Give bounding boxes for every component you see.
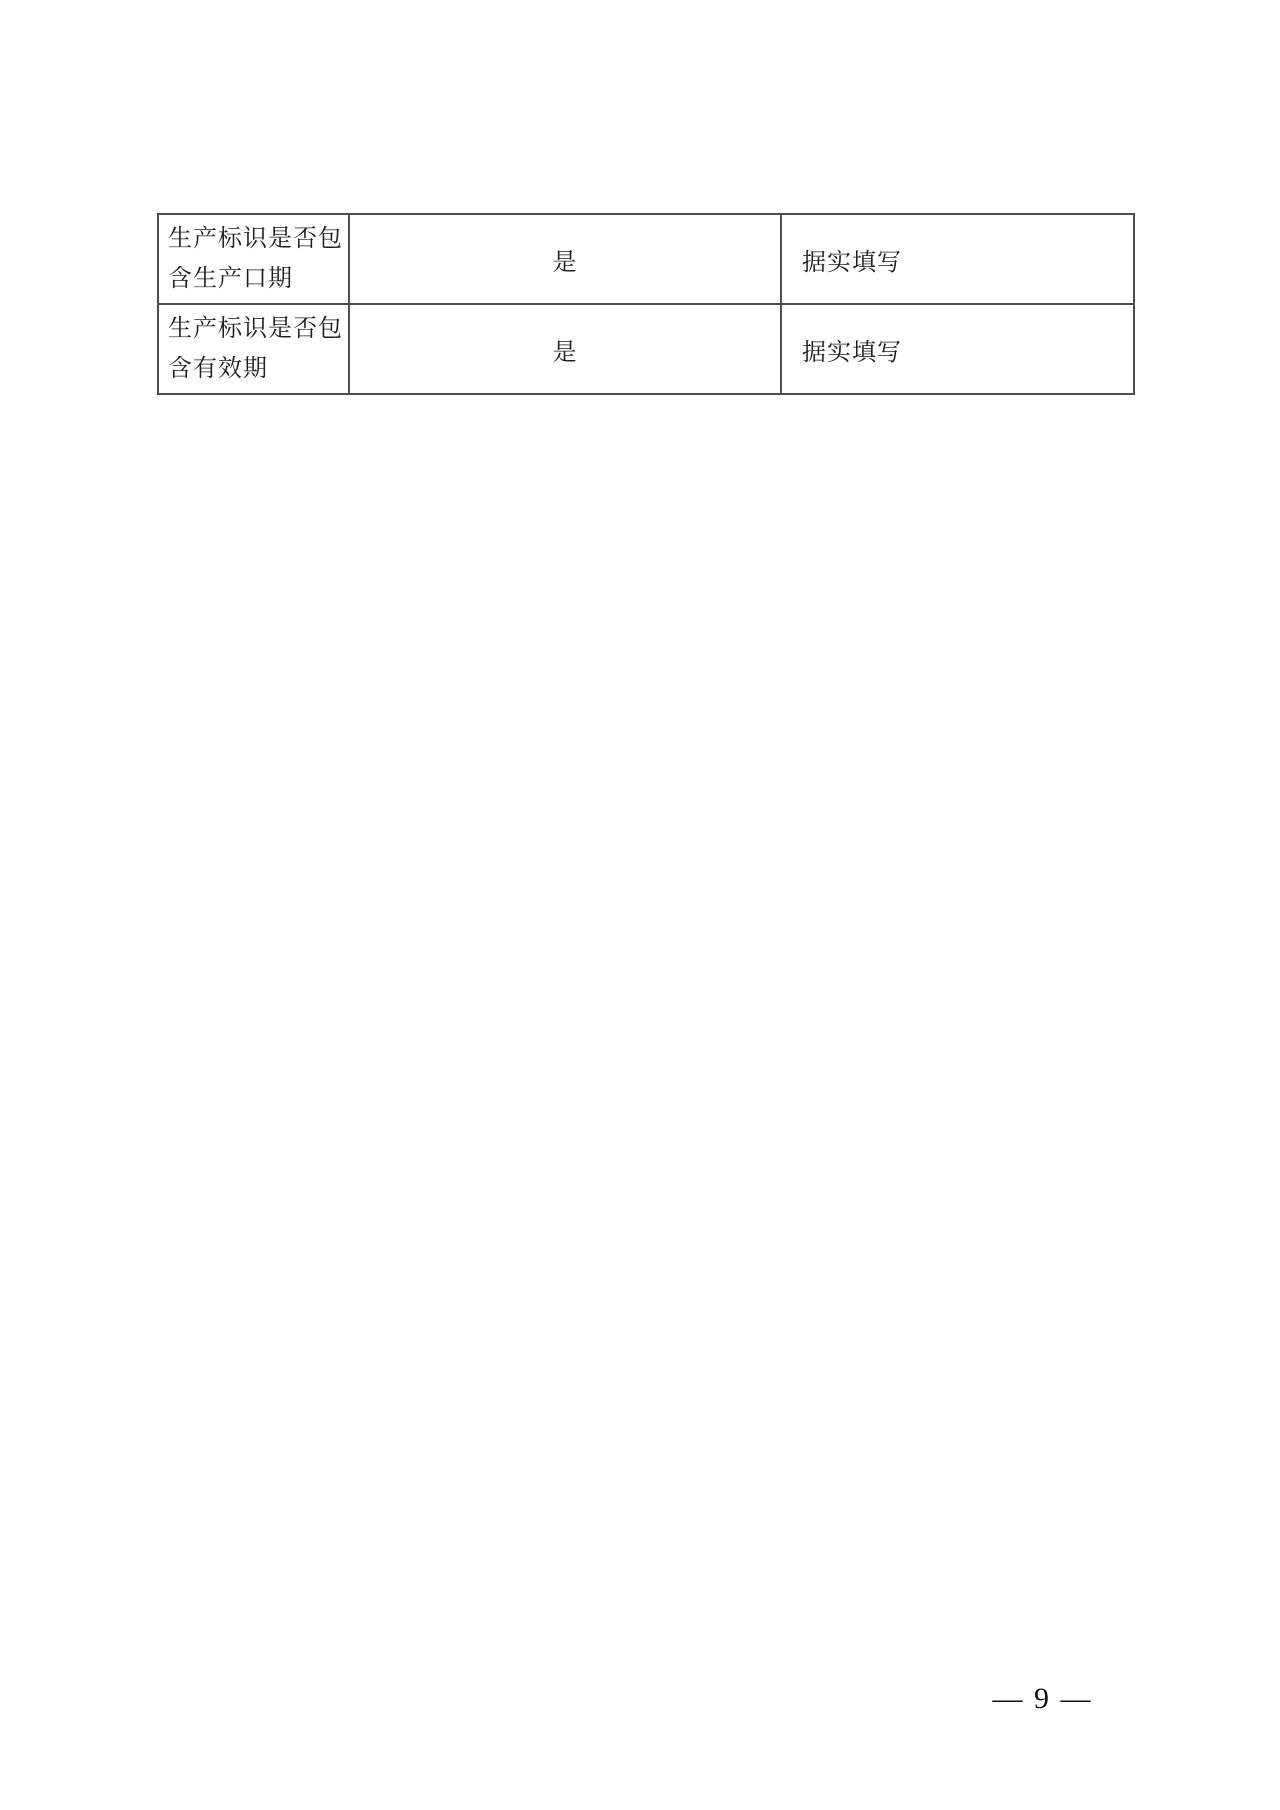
page-number: — 9 — [992, 1682, 1093, 1715]
cell-value: 是 [349, 304, 781, 394]
table-row [158, 214, 1134, 304]
data-table [157, 213, 1135, 395]
label-line-1: 生产标识是否包 [168, 316, 343, 342]
cell-label [158, 304, 349, 394]
label-line-2: 含生产口期 [168, 266, 293, 292]
cell-label [158, 214, 349, 304]
table-row [158, 304, 1134, 394]
cell-note: 据实填写 [781, 214, 1134, 304]
label-line-1: 生产标识是否包 [168, 226, 343, 252]
label-line-2: 含有效期 [168, 356, 268, 382]
cell-note: 据实填写 [781, 304, 1134, 394]
cell-value: 是 [349, 214, 781, 304]
